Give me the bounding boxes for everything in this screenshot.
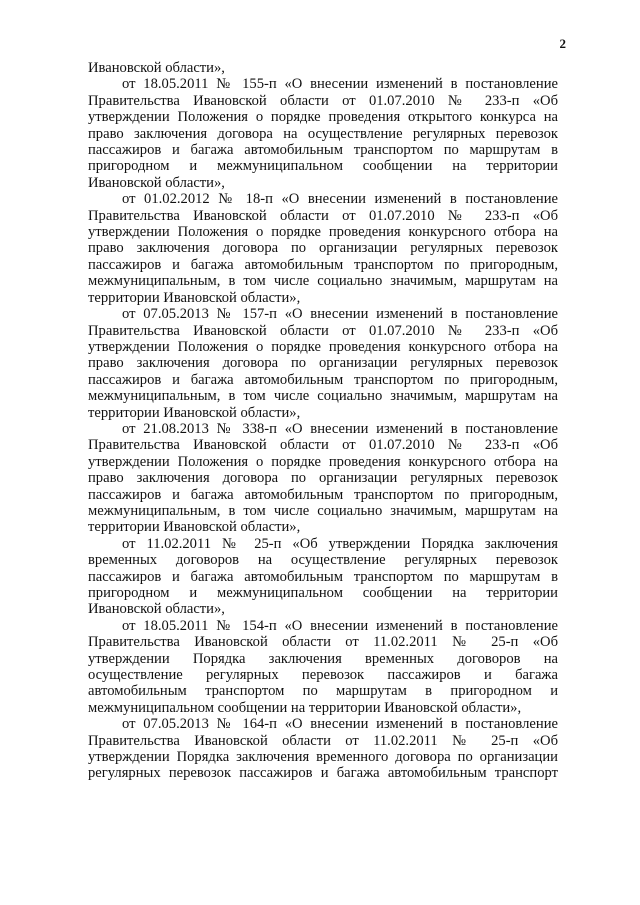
text-line: пригородном и межмуниципальном сообщении на территории (88, 585, 558, 601)
text-line: пригородном и межмуниципальном сообщении на территории (88, 158, 558, 175)
text-line: право заключения договора по организации регулярных перевозок (88, 355, 558, 372)
text-line: территории Ивановской области», (88, 404, 301, 421)
paragraph (88, 716, 558, 782)
text-line: Ивановской области», (88, 60, 225, 76)
text-line: Правительства Ивановской области от 01.07.2010 № 233-п «Об (88, 437, 558, 454)
text-line: территории Ивановской области», (88, 289, 301, 306)
text-line: Правительства Ивановской области от 01.07.2010 № 233-п «Об (88, 207, 558, 224)
text-line: пассажиров и багажа автомобильным транспортом по маршрутам в (88, 568, 558, 585)
text-line: право заключения договора по организации регулярных перевозок (88, 470, 558, 487)
text-line: Ивановской области», (88, 174, 225, 191)
page-number: 2 (559, 36, 566, 51)
text-line: межмуниципальным, в том числе социально значимым, маршрутам на (88, 388, 558, 405)
paragraph (88, 618, 558, 716)
text-line: утверждении Положения о порядке проведения конкурсного отбора на (88, 224, 558, 241)
text-line: от 07.05.2013 № 164-п «О внесении изменений в постановление (122, 716, 558, 733)
paragraph (88, 536, 558, 618)
text-line: Ивановской области», (88, 601, 225, 618)
paragraph (88, 421, 558, 536)
document-body (88, 60, 558, 782)
text-line: пассажиров и багажа автомобильным транспортом по пригородным, (88, 256, 558, 273)
text-line: межмуниципальном сообщении на территории Ивановской области», (88, 699, 522, 716)
text-line: пассажиров и багажа автомобильным транспортом по пригородным, (88, 371, 558, 388)
text-line: право заключения договора по организации регулярных перевозок (88, 240, 558, 257)
text-line: право заключения договора на осуществление регулярных перевозок (88, 125, 558, 142)
text-line: межмуниципальным, в том числе социально значимым, маршрутам на (88, 273, 558, 290)
paragraph (88, 76, 558, 191)
text-line: межмуниципальным, в том числе социально значимым, маршрутам на (88, 502, 558, 519)
paragraph (88, 60, 558, 76)
text-line: регулярных перевозок пассажиров и багажа автомобильным транспорт (88, 765, 558, 782)
text-line: автомобильным транспортом по маршрутам в пригородном и (88, 683, 558, 700)
text-line: от 18.05.2011 № 154-п «О внесении изменений в постановление (122, 617, 558, 634)
text-line: утверждении Порядка заключения временных договоров на (88, 650, 558, 667)
text-line: от 07.05.2013 № 157-п «О внесении изменений в постановление (122, 306, 558, 323)
text-line: осуществление регулярных перевозок пассажиров и багажа (88, 667, 558, 684)
text-line: от 11.02.2011 № 25-п «Об утверждении Порядка заключения (122, 535, 558, 552)
text-line: Правительства Ивановской области от 01.07.2010 № 233-п «Об (88, 92, 558, 109)
text-line: временных договоров на осуществление регулярных перевозок (88, 552, 558, 569)
text-line: территории Ивановской области», (88, 519, 301, 536)
text-line: Правительства Ивановской области от 11.02.2011 № 25-п «Об (88, 732, 558, 749)
paragraph (88, 306, 558, 421)
text-line: утверждении Положения о порядке проведения конкурсного отбора на (88, 453, 558, 470)
text-line: пассажиров и багажа автомобильным транспортом по маршрутам в (88, 142, 558, 159)
text-line: от 21.08.2013 № 338-п «О внесении изменений в постановление (122, 420, 558, 437)
text-line: пассажиров и багажа автомобильным транспортом по пригородным, (88, 486, 558, 503)
text-line: от 01.02.2012 № 18-п «О внесении изменений в постановление (122, 191, 558, 208)
text-line: от 18.05.2011 № 155-п «О внесении изменений в постановление (122, 76, 558, 93)
text-line: Правительства Ивановской области от 11.02.2011 № 25-п «Об (88, 634, 558, 651)
text-line: утверждении Положения о порядке проведения открытого конкурса на (88, 109, 558, 126)
text-line: Правительства Ивановской области от 01.07.2010 № 233-п «Об (88, 322, 558, 339)
paragraph (88, 191, 558, 306)
text-line: утверждении Положения о порядке проведения конкурсного отбора на (88, 338, 558, 355)
text-line: утверждении Порядка заключения временного договора по организации (88, 749, 558, 766)
